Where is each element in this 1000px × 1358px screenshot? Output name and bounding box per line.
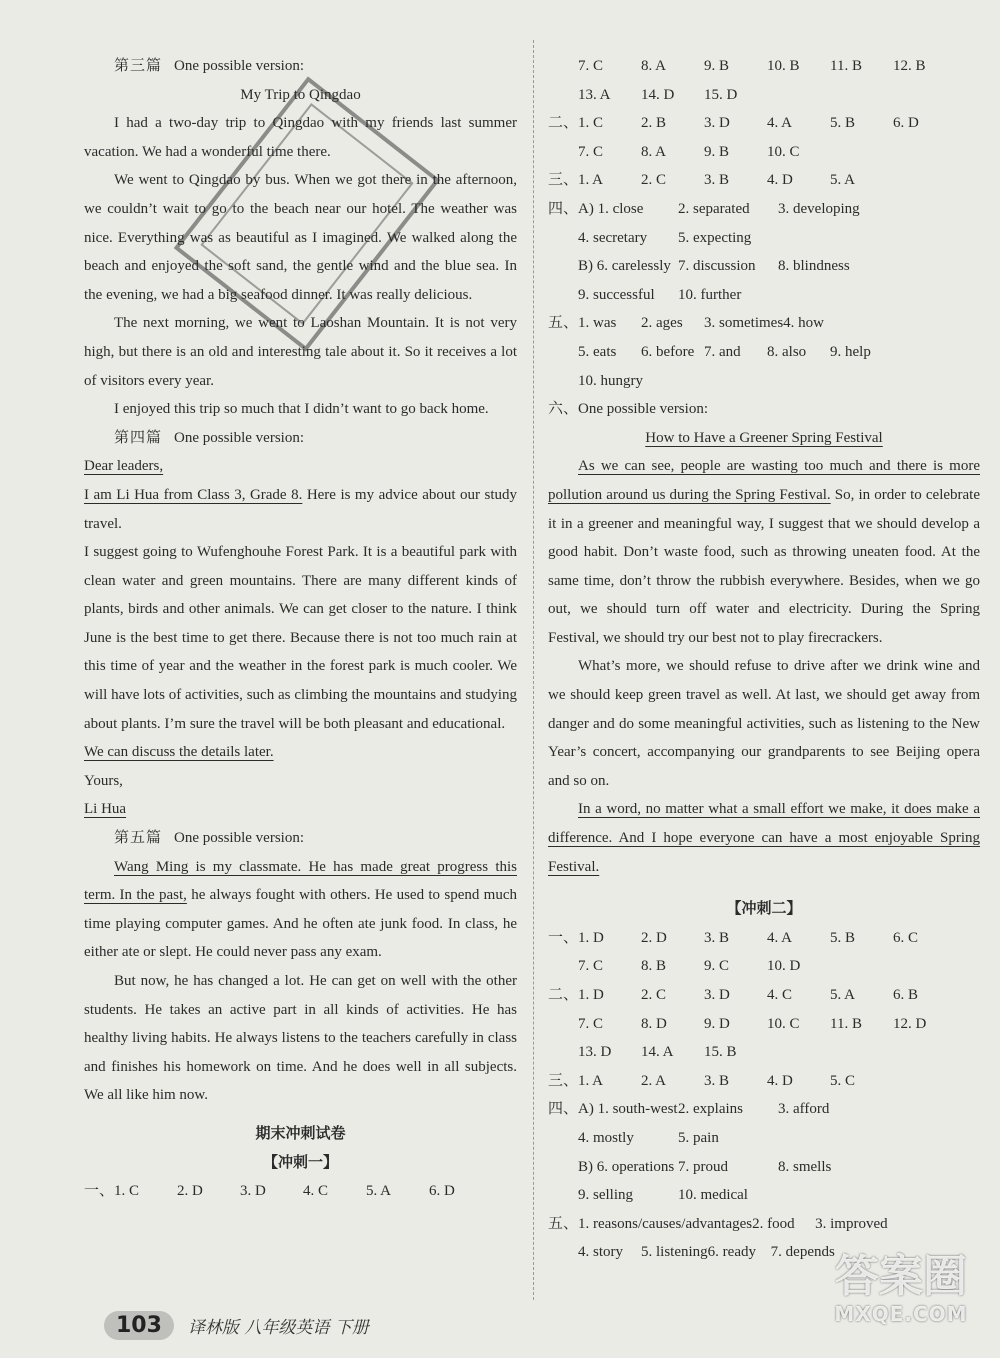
answer-item: 2. food [752, 1215, 795, 1232]
paragraph: We can discuss the details later. [84, 744, 274, 761]
paragraph: The next morning, we went to Laoshan Mountain. It is not very high, but there is an old and interesting tale about it. So it receives a lot of visitors every year. [84, 315, 517, 389]
column-divider [533, 40, 534, 1300]
sprint-header: 【冲刺二】 [726, 901, 802, 918]
answer-row [548, 1010, 980, 1039]
left-column [84, 52, 517, 1206]
answer-item: 7. and [704, 343, 741, 360]
answer-row: 四、A) 1. close 2. separated 3. developing [548, 195, 980, 224]
answer-item: A) 1. close [578, 200, 644, 217]
book-title: 译林版 八年级英语 下册 [187, 1317, 369, 1338]
answer-item: 3. B [704, 1072, 730, 1089]
answer-item: 8. A [641, 58, 667, 74]
answer-row: 四、A) 1. south-west2. explains 3. afford [548, 1095, 980, 1124]
answer-item: 7. depends [770, 1244, 835, 1261]
answer-item: 14. D [641, 86, 675, 103]
answer-item: 2. separated [678, 200, 750, 217]
answer-item: 3. D [704, 115, 730, 132]
answer-item: 3. improved [815, 1215, 888, 1232]
paragraph: Wang Ming is my classmate. He has made great progress this term. In the past, he always fought with others. He used to spend much time playing computer games. And he often ate junk food. In class, he either ate or slept. He could never pass any exam. [84, 858, 517, 961]
site-watermark [816, 1252, 986, 1352]
answer-item: 1. C [578, 115, 604, 132]
watermark-logo-text: 答案圈 [835, 1251, 967, 1302]
answer-item: 3. afford [778, 1101, 830, 1118]
answer-item: 10. B [767, 58, 800, 74]
answer-row: 一、1. D 2. D 3. B 4. A 5. B 6. C [548, 924, 980, 953]
answer-item: 9. B [704, 58, 730, 74]
answer-item: 6. D [893, 115, 919, 132]
watermark-url: MXQE.COM [834, 1302, 968, 1326]
answer-item: 1. A [578, 172, 604, 189]
exam-subtitle: 【冲刺一】 [262, 1154, 338, 1171]
answer-row: 三、1. A 2. C 3. B 4. D 5. A [548, 166, 980, 195]
answer-item: 7. C [578, 958, 604, 975]
answer-item: 4. A [767, 115, 793, 132]
answer-item: 7. proud [678, 1158, 728, 1175]
paragraph: In a word, no matter what a small effort we make, it does make a difference. And I hope everyone can have a most enjoyable Spring Festival. [548, 801, 980, 875]
answer-item: 1. A [578, 1072, 604, 1089]
answer-item: 2. D [641, 929, 667, 946]
answer-item: 5. B [830, 929, 856, 946]
answer-item: 15. D [704, 86, 738, 103]
answer-item: 4. D [767, 1072, 793, 1089]
answer-item: 9. successful [578, 286, 655, 303]
answer-item: 9. C [704, 958, 730, 975]
answer-row [548, 281, 980, 310]
answer-row [548, 52, 980, 81]
paragraph: As we can see, people are wasting too much and there is more pollution around us during the Spring Festival. So, in order to celebrate it in a greener and meaningful way, I suggest that we should develop a good habit. Don’t waste food, such as throwing uneaten food. At the same time, don’t throw the rubbish everywhere. Besides, when we go out, we should turn off water and electricity. During the Spring Festival, we should try our best not to play firecrackers. [548, 458, 980, 646]
answer-item: A) 1. south-west [578, 1101, 678, 1118]
answer-item: 2. A [641, 1072, 667, 1089]
answer-item: 9. help [830, 343, 871, 360]
letter-signature: Li Hua [84, 801, 127, 818]
answer-row: 三、1. A 2. A 3. B 4. D 5. C [548, 1067, 980, 1096]
answer-row [548, 252, 980, 281]
answer-item: 5. A [830, 987, 856, 1003]
answer-item: 4. story [578, 1244, 623, 1261]
answer-item: 7. C [578, 58, 604, 74]
section-header: 六、One possible version: [548, 401, 708, 418]
answer-item: 7. C [578, 143, 604, 160]
answer-row [548, 952, 980, 981]
answer-item: 8. B [641, 958, 667, 975]
answer-item: 10. medical [678, 1187, 748, 1204]
answer-item: 11. B [830, 1015, 862, 1032]
answer-item: 10. hungry [578, 372, 643, 389]
answer-item: 2. explains [678, 1101, 743, 1118]
answer-item: B) 6. operations [578, 1158, 675, 1175]
answer-item: 5. expecting [678, 229, 752, 246]
answer-item: 6. B [893, 987, 919, 1003]
answer-item: 3. B [704, 929, 730, 946]
answer-item: 6. C [893, 929, 919, 946]
answer-row [548, 1153, 980, 1182]
answer-item: 5. A [366, 1183, 392, 1200]
answer-item: 1. D [578, 987, 604, 1003]
section-header: 第四篇 One possible version: [114, 429, 304, 446]
answer-item: 10. D [767, 958, 801, 975]
answer-row: 二、1. C 2. B 3. D 4. A 5. B 6. D [548, 109, 980, 138]
answer-row: 二、1. D 2. C 3. D 4. C 5. A 6. B [548, 981, 980, 1010]
page-number: 103 [104, 1311, 174, 1340]
answer-item: 6. before [641, 343, 695, 360]
paragraph: I enjoyed this trip so much that I didn’t want to go back home. [114, 401, 489, 418]
answer-item: 8. D [641, 1015, 667, 1032]
answer-item: 1. C [114, 1183, 140, 1200]
answer-item: 8. smells [778, 1158, 832, 1175]
answer-row: 五、1. was 2. ages 3. sometimes4. how [548, 309, 980, 338]
answer-item: 2. B [641, 115, 667, 132]
answer-row [548, 367, 980, 396]
answer-item: 5. C [830, 1072, 856, 1089]
answer-item: 5. A [830, 172, 856, 189]
answer-item: 1. reasons/causes/advantages [578, 1215, 753, 1232]
paragraph: I am Li Hua from Class 3, Grade 8. Here is my advice about our study travel. [84, 486, 517, 532]
answer-row: 一、1. C 2. D 3. D 4. C 5. A 6. D [84, 1177, 517, 1206]
answer-item: 7. discussion [678, 258, 756, 275]
answer-row [548, 138, 980, 167]
answer-item: 8. A [641, 143, 667, 160]
paragraph: What’s more, we should refuse to drive after we drink wine and we should keep green travel as well. At last, we should get away from danger and do some meaningful activities, such as listening to the New Year’s concert, accompanying our grandparents to see Beijing opera and so on. [548, 658, 980, 789]
answer-item: 9. B [704, 143, 730, 160]
answer-item: 7. C [578, 1015, 604, 1032]
answer-item: 10. C [767, 1015, 800, 1032]
answer-item: 14. A [641, 1044, 674, 1061]
answer-item: 4. D [767, 172, 793, 189]
section-header: 第三篇 One possible version: [114, 58, 304, 74]
answer-item: 8. blindness [778, 258, 850, 275]
answer-item: 10. further [678, 286, 742, 303]
answer-item: 5. listening [641, 1244, 708, 1261]
exam-title: 期末冲刺试卷 [255, 1125, 346, 1142]
answer-row [548, 81, 980, 110]
answer-item: 3. developing [778, 200, 860, 217]
answer-item: 2. D [177, 1183, 203, 1200]
essay-title: My Trip to Qingdao [240, 86, 361, 103]
answer-item: B) 6. carelessly [578, 258, 671, 275]
answer-item: 8. also [767, 343, 807, 360]
letter-closing: Yours, [84, 772, 123, 789]
answer-item: 4. C [303, 1183, 329, 1200]
page-footer [104, 1305, 369, 1345]
answer-row [548, 1124, 980, 1153]
answer-item: 10. C [767, 143, 800, 160]
answer-item: 9. D [704, 1015, 730, 1032]
answer-item: 6. ready [707, 1244, 756, 1261]
answer-item: 15. B [704, 1044, 737, 1061]
answer-item: 12. D [893, 1015, 927, 1032]
answer-item: 4. C [767, 987, 793, 1003]
paragraph: We went to Qingdao by bus. When we got there in the afternoon, we couldn’t wait to go to the beach near our hotel. The weather was nice. Everything was as beautiful as I imagined. We walked along the beach and enjoyed the soft sand, the gentle wind and the blue sea. In the evening, we had a big seafood dinner. It was really delicious. [84, 172, 517, 303]
answer-row [548, 338, 980, 367]
right-column [548, 52, 980, 1267]
answer-item: 1. was [578, 315, 617, 332]
answer-row: 五、1. reasons/causes/advantages2. food 3. improved [548, 1210, 980, 1239]
answer-item: 6. D [429, 1183, 455, 1200]
answer-item: 4. mostly [578, 1129, 634, 1146]
answer-item: 5. B [830, 115, 856, 132]
answer-item: 3. D [704, 987, 730, 1003]
section-header: 第五篇 One possible version: [114, 830, 304, 847]
answer-row [548, 224, 980, 253]
paragraph: But now, he has changed a lot. He can get on well with the other students. He takes an active part in all kinds of activities. He has healthy living habits. He always listens to the teachers carefully in class and finishes his homework on time. And he does well in all subjects. We all like him now. [84, 973, 517, 1104]
answer-item: 3. B [704, 172, 730, 189]
answer-row [548, 1038, 980, 1067]
answer-item: 2. ages [641, 315, 683, 332]
answer-item: 3. sometimes [704, 315, 784, 332]
letter-greeting: Dear leaders, [84, 458, 164, 475]
answer-item: 3. D [240, 1183, 266, 1200]
answer-item: 13. D [578, 1044, 612, 1061]
answer-item: 1. D [578, 929, 604, 946]
answer-item: 5. pain [678, 1129, 719, 1146]
answer-item: 2. C [641, 172, 667, 189]
paragraph: I had a two-day trip to Qingdao with my friends last summer vacation. We had a wonderful time there. [84, 115, 517, 160]
answer-item: 9. selling [578, 1187, 633, 1204]
answer-item: 2. C [641, 987, 667, 1003]
answer-item: 4. secretary [578, 229, 648, 246]
paragraph: I suggest going to Wufenghouhe Forest Park. It is a beautiful park with clean water and green mountains. There are many different kinds of plants, birds and other animals. We can get closer to the nature. I think June is the best time to get there. Because there is not too much rain at this time of year and the weather in the forest park is much cooler. We will have lots of activities, such as climbing the mountains and studying about plants. I’m sure the travel will be both pleasant and educational. [84, 544, 517, 732]
answer-row [548, 1181, 980, 1210]
essay-title: How to Have a Greener Spring Festival [645, 429, 883, 446]
answer-item: 13. A [578, 86, 611, 103]
answer-item: 4. how [783, 315, 825, 332]
answer-item: 12. B [893, 58, 926, 74]
answer-item: 11. B [830, 58, 862, 74]
answer-item: 5. eats [578, 343, 617, 360]
answer-item: 4. A [767, 929, 793, 946]
